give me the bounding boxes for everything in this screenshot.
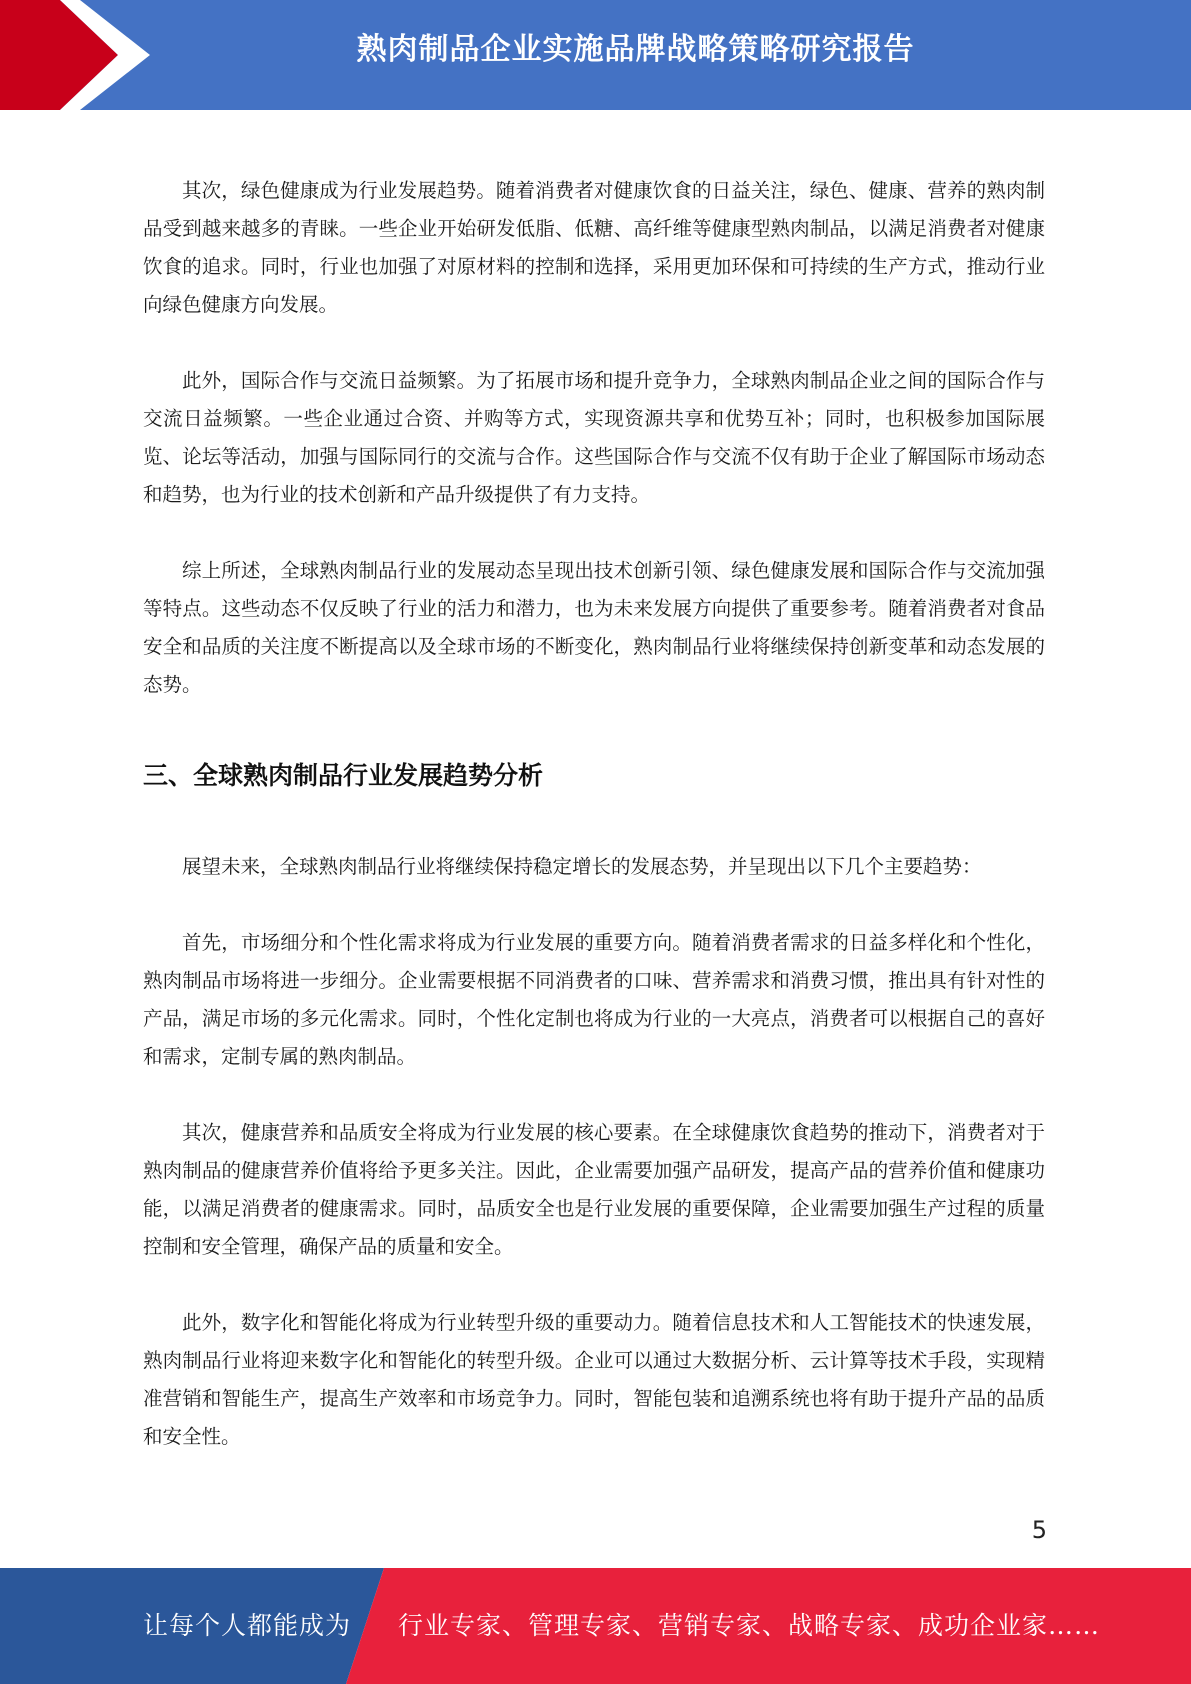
footer-slogan-left: 让每个人都能成为 [143, 1611, 352, 1640]
paragraph: 展望未来，全球熟肉制品行业将继续保持稳定增长的发展态势，并呈现出以下几个主要趋势： [182, 855, 982, 878]
section-heading: 三、全球熟肉制品行业发展趋势分析 [143, 761, 544, 790]
paragraph: 此外，国际合作与交流日益频繁。为了拓展市场和提升竞争力，全球熟肉制品企业之间的国际合作与交流日益频繁。一些企业通过合资、并购等方式，实现资源共享和优势互补；同时，也积极参加国际展览、论坛等活动，加强与国际同行的交流与合作。这些国际合作与交流不仅有助于企业了解国际市场动态和趋势，也为行业的技术创新和产品升级提供了有力支持。 [143, 369, 1045, 506]
header-banner [0, 0, 1191, 110]
paragraph: 首先，市场细分和个性化需求将成为行业发展的重要方向。随着消费者需求的日益多样化和个性化，熟肉制品市场将进一步细分。企业需要根据不同消费者的口味、营养需求和消费习惯，推出具有针对性的产品，满足市场的多元化需求。同时，个性化定制也将成为行业的一大亮点，消费者可以根据自己的喜好和需求，定制专属的熟肉制品。 [143, 931, 1045, 1068]
paragraph: 其次，健康营养和品质安全将成为行业发展的核心要素。在全球健康饮食趋势的推动下，消费者对于熟肉制品的健康营养价值将给予更多关注。因此，企业需要加强产品研发，提高产品的营养价值和健康功能，以满足消费者的健康需求。同时，品质安全也是行业发展的重要保障，企业需要加强生产过程的质量控制和安全管理，确保产品的质量和安全。 [143, 1121, 1045, 1258]
footer-slogan-right: 行业专家、管理专家、营销专家、战略专家、成功企业家…… [398, 1611, 1101, 1640]
header-arrow-decoration [0, 0, 160, 110]
paragraph: 其次，绿色健康成为行业发展趋势。随着消费者对健康饮食的日益关注，绿色、健康、营养的熟肉制品受到越来越多的青睐。一些企业开始研发低脂、低糖、高纤维等健康型熟肉制品，以满足消费者对健康饮食的追求。同时，行业也加强了对原材料的控制和选择，采用更加环保和可持续的生产方式，推动行业向绿色健康方向发展。 [143, 179, 1045, 316]
paragraph: 此外，数字化和智能化将成为行业转型升级的重要动力。随着信息技术和人工智能技术的快速发展，熟肉制品行业将迎来数字化和智能化的转型升级。企业可以通过大数据分析、云计算等技术手段，实现精准营销和智能生产，提高生产效率和市场竞争力。同时，智能包装和追溯系统也将有助于提升产品的品质和安全性。 [143, 1311, 1045, 1448]
footer-banner [0, 1568, 1191, 1684]
report-title: 熟肉制品企业实施品牌战略策略研究报告 [356, 32, 915, 67]
page-number: 5 [1031, 1516, 1047, 1544]
document-body [143, 172, 1045, 1456]
paragraph: 综上所述，全球熟肉制品行业的发展动态呈现出技术创新引领、绿色健康发展和国际合作与交流加强等特点。这些动态不仅反映了行业的活力和潜力，也为未来发展方向提供了重要参考。随着消费者对食品安全和品质的关注度不断提高以及全球市场的不断变化，熟肉制品行业将继续保持创新变革和动态发展的态势。 [143, 559, 1045, 696]
